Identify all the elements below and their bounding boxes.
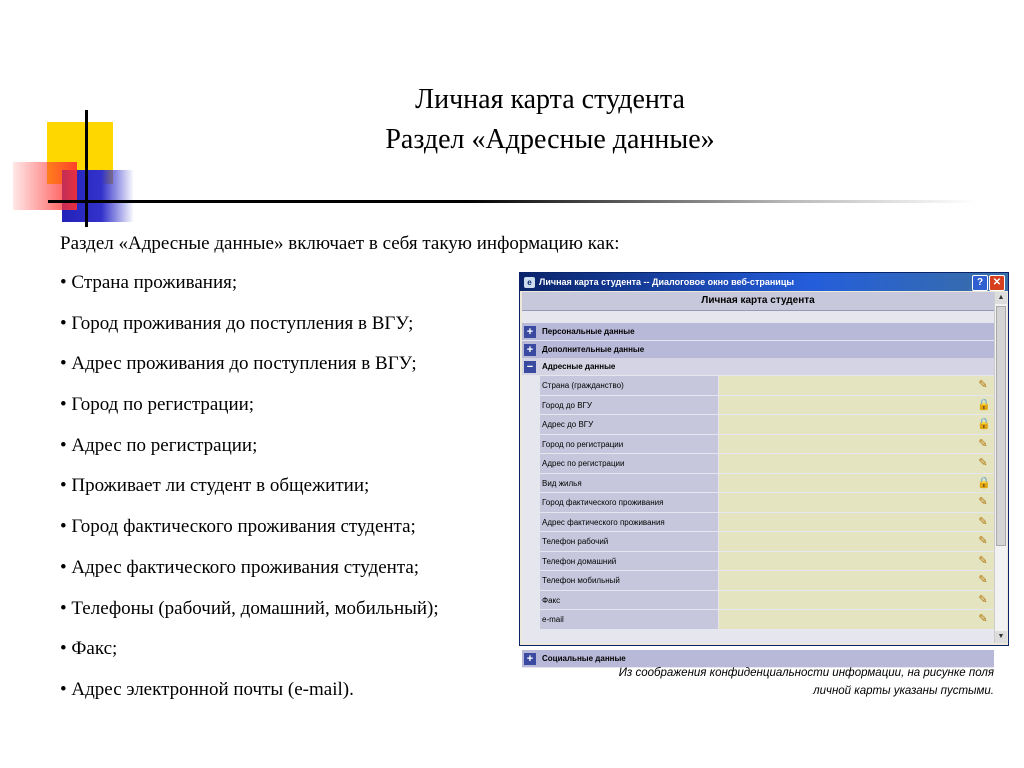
field-value — [718, 532, 994, 551]
bullet-item: • Телефоны (рабочий, домашний, мобильный); — [60, 597, 439, 619]
scroll-up-icon[interactable]: ▲ — [995, 292, 1007, 304]
field-value — [718, 591, 994, 610]
field-value — [718, 474, 994, 493]
field-row — [540, 415, 994, 435]
bullet-item: • Город фактического проживания студента; — [60, 516, 416, 538]
section-label: Дополнительные данные — [542, 345, 645, 354]
field-label: Город до ВГУ — [540, 396, 718, 415]
caption-line2: личной карты указаны пустыми. — [813, 685, 994, 697]
lock-icon: 🔒 — [977, 418, 991, 430]
field-row — [540, 376, 994, 396]
bullet-item: • Город проживания до поступления в ВГУ; — [60, 312, 414, 334]
edit-icon[interactable]: ✎ — [978, 593, 988, 606]
field-row — [540, 571, 994, 591]
field-label: Вид жилья — [540, 474, 718, 493]
edit-icon[interactable]: ✎ — [978, 515, 988, 528]
field-label: Телефон мобильный — [540, 571, 718, 590]
intro-text: Раздел «Адресные данные» включает в себя такую информацию как: — [60, 233, 620, 254]
browser-icon: e — [524, 277, 535, 288]
field-label: e-mail — [540, 610, 718, 629]
section-additional[interactable] — [522, 341, 994, 359]
section-label: Персональные данные — [542, 327, 635, 336]
field-value — [718, 415, 994, 434]
slide-title-line2: Раздел «Адресные данные» — [385, 124, 715, 155]
student-card-dialog — [519, 272, 1009, 665]
edit-icon[interactable]: ✎ — [978, 457, 988, 469]
decor-vertical-line — [85, 110, 88, 227]
bullet-item: • Страна проживания; — [60, 272, 238, 293]
field-label: Телефон рабочий — [540, 532, 718, 551]
field-label: Факс — [540, 591, 718, 610]
section-personal[interactable] — [522, 323, 994, 341]
scroll-thumb[interactable] — [996, 306, 1006, 546]
field-label: Страна (гражданство) — [540, 376, 718, 395]
vertical-scrollbar[interactable] — [994, 292, 1007, 643]
field-value — [718, 513, 994, 532]
caption-line1: Из соображения конфиденциальности информации, на рисунке поля — [618, 667, 994, 679]
field-row — [540, 396, 994, 416]
edit-icon[interactable]: ✎ — [978, 535, 988, 547]
edit-icon[interactable]: ✎ — [978, 554, 988, 567]
close-button[interactable]: ✕ — [989, 275, 1005, 291]
field-row — [540, 513, 994, 533]
section-label: Адресные данные — [542, 362, 616, 371]
field-row — [540, 493, 994, 513]
expand-icon[interactable]: + — [524, 326, 536, 338]
field-row — [540, 610, 994, 630]
dialog-content — [522, 292, 994, 665]
collapse-icon[interactable]: − — [524, 361, 536, 373]
dialog-titlebar[interactable] — [520, 273, 1008, 291]
field-value — [718, 396, 994, 415]
edit-icon[interactable]: ✎ — [978, 496, 988, 508]
bullet-item: • Адрес электронной почты (e-mail). — [60, 678, 354, 700]
field-label: Телефон домашний — [540, 552, 718, 571]
field-label: Адрес до ВГУ — [540, 415, 718, 434]
field-label: Город по регистрации — [540, 435, 718, 454]
address-fields — [540, 376, 994, 630]
edit-icon[interactable]: ✎ — [978, 574, 988, 586]
field-row — [540, 532, 994, 552]
expand-icon[interactable]: + — [524, 653, 536, 665]
field-label: Город фактического проживания — [540, 493, 718, 512]
field-value — [718, 376, 994, 395]
slide-title-line1: Личная карта студента — [415, 84, 685, 115]
card-header: Личная карта студента — [522, 292, 994, 311]
section-label: Социальные данные — [542, 654, 626, 663]
slide-title — [300, 80, 800, 160]
decor-horizontal-line — [48, 200, 978, 203]
field-label: Адрес по регистрации — [540, 454, 718, 473]
bullet-item: • Проживает ли студент в общежитии; — [60, 475, 370, 497]
field-value — [718, 493, 994, 512]
bullet-item: • Факс; — [60, 638, 118, 660]
field-row — [540, 454, 994, 474]
edit-icon[interactable]: ✎ — [978, 613, 988, 625]
bullet-item: • Адрес проживания до поступления в ВГУ; — [60, 353, 417, 375]
lock-icon: 🔒 — [977, 476, 991, 489]
edit-icon[interactable]: ✎ — [978, 379, 988, 391]
section-address[interactable] — [522, 358, 994, 376]
field-label: Адрес фактического проживания — [540, 513, 718, 532]
field-row — [540, 474, 994, 494]
field-value — [718, 454, 994, 473]
field-row — [540, 435, 994, 455]
dialog-title: Личная карта студента -- Диалоговое окно веб-страницы — [539, 277, 795, 287]
confidentiality-caption — [500, 664, 994, 700]
field-value — [718, 610, 994, 629]
bullet-item: • Город по регистрации; — [60, 394, 255, 416]
bullet-item: • Адрес фактического проживания студента; — [60, 556, 420, 578]
edit-icon[interactable]: ✎ — [978, 437, 988, 450]
help-button[interactable]: ? — [972, 275, 988, 291]
bullet-list — [60, 270, 439, 718]
field-value — [718, 571, 994, 590]
lock-icon: 🔒 — [977, 398, 991, 411]
expand-icon[interactable]: + — [524, 344, 536, 356]
scroll-down-icon[interactable]: ▼ — [995, 631, 1007, 643]
field-value — [718, 552, 994, 571]
field-row — [540, 591, 994, 611]
bullet-item: • Адрес по регистрации; — [60, 434, 258, 456]
field-row — [540, 552, 994, 572]
field-value — [718, 435, 994, 454]
